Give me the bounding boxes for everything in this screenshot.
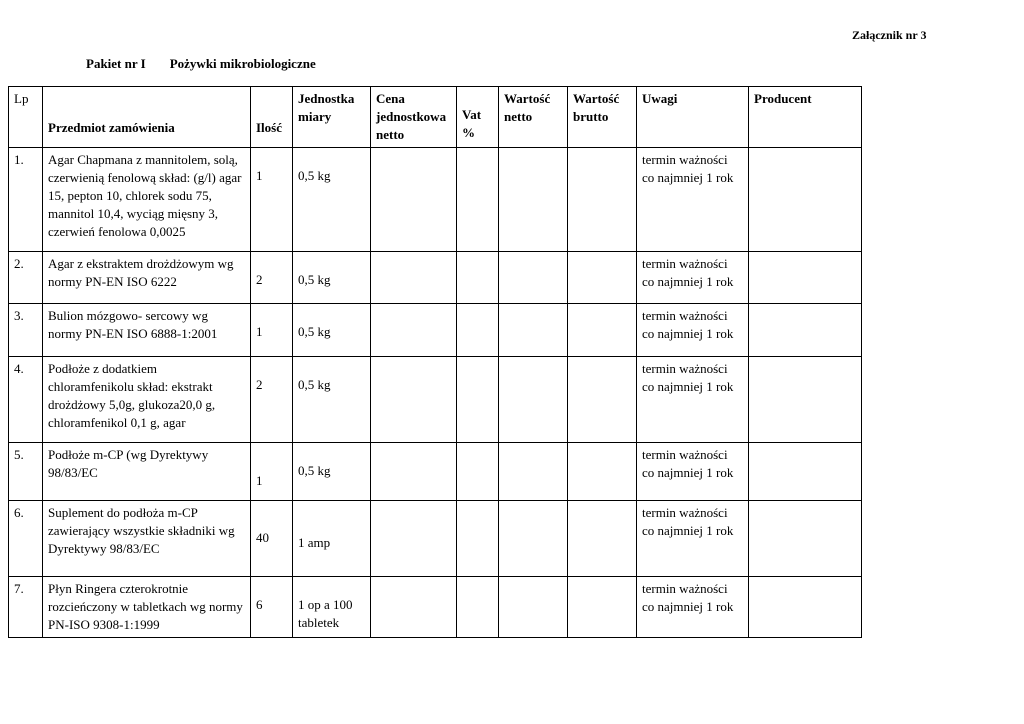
table-row	[9, 304, 862, 357]
row-unit: 0,5 kg	[293, 304, 371, 357]
row-qty: 2	[251, 357, 293, 443]
row-notes: termin ważności co najmniej 1 rok	[637, 357, 749, 443]
row-notes: termin ważności co najmniej 1 rok	[637, 501, 749, 577]
row-net	[499, 252, 568, 304]
row-item: Podłoże z dodatkiem chloramfenikolu skład: ekstrakt drożdżowy 5,0g, glukoza20,0 g, chloramfenikol 0,1 g, agar	[43, 357, 251, 443]
row-qty: 40	[251, 501, 293, 577]
row-producer	[749, 252, 862, 304]
row-qty: 1	[251, 148, 293, 252]
row-net	[499, 357, 568, 443]
row-net	[499, 577, 568, 638]
row-gross	[568, 443, 637, 501]
col-gross: Wartość brutto	[568, 87, 637, 148]
row-unit: 1 op a 100 tabletek	[293, 577, 371, 638]
row-gross	[568, 304, 637, 357]
row-notes: termin ważności co najmniej 1 rok	[637, 443, 749, 501]
col-producer: Producent	[749, 87, 862, 148]
row-net	[499, 443, 568, 501]
col-net: Wartość netto	[499, 87, 568, 148]
row-price	[371, 357, 457, 443]
row-gross	[568, 357, 637, 443]
annex-label: Załącznik nr 3	[852, 28, 927, 42]
row-lp: 3.	[9, 304, 43, 357]
table-row	[9, 252, 862, 304]
order-table	[8, 86, 862, 638]
table-row	[9, 577, 862, 638]
row-price	[371, 443, 457, 501]
row-gross	[568, 577, 637, 638]
col-qty: Ilość	[251, 87, 293, 148]
table-header-row	[9, 87, 862, 148]
row-notes: termin ważności co najmniej 1 rok	[637, 252, 749, 304]
row-producer	[749, 501, 862, 577]
row-vat	[457, 443, 499, 501]
row-notes: termin ważności co najmniej 1 rok	[637, 304, 749, 357]
row-qty: 2	[251, 252, 293, 304]
row-price	[371, 304, 457, 357]
row-item: Płyn Ringera czterokrotnie rozcieńczony w tabletkach wg normy PN-ISO 9308-1:1999	[43, 577, 251, 638]
row-item: Suplement do podłoża m-CP zawierający wszystkie składniki wg Dyrektywy 98/83/EC	[43, 501, 251, 577]
row-producer	[749, 577, 862, 638]
row-net	[499, 148, 568, 252]
row-gross	[568, 148, 637, 252]
row-gross	[568, 501, 637, 577]
row-lp: 6.	[9, 501, 43, 577]
row-gross	[568, 252, 637, 304]
row-unit: 0,5 kg	[293, 148, 371, 252]
row-lp: 5.	[9, 443, 43, 501]
row-net	[499, 501, 568, 577]
row-vat	[457, 501, 499, 577]
col-item: Przedmiot zamówienia	[43, 87, 251, 148]
package-title: Pożywki mikrobiologiczne	[169, 56, 316, 71]
row-unit: 0,5 kg	[293, 443, 371, 501]
row-vat	[457, 148, 499, 252]
row-price	[371, 252, 457, 304]
row-item: Agar Chapmana z mannitolem, solą, czerwienią fenolową skład: (g/l) agar 15, pepton 10, chlorek sodu 75, mannitol 10,4, wyciąg mięsny 3, czerwień fenolowa 0,0025	[43, 148, 251, 252]
row-lp: 1.	[9, 148, 43, 252]
col-vat: Vat %	[457, 87, 499, 148]
table-row	[9, 443, 862, 501]
row-price	[371, 148, 457, 252]
table-row	[9, 501, 862, 577]
row-qty: 1	[251, 443, 293, 501]
row-producer	[749, 443, 862, 501]
table-row	[9, 357, 862, 443]
row-price	[371, 577, 457, 638]
col-price: Cena jednostkowa netto	[371, 87, 457, 148]
row-item: Podłoże m-CP (wg Dyrektywy 98/83/EC	[43, 443, 251, 501]
row-vat	[457, 577, 499, 638]
row-producer	[749, 357, 862, 443]
package-heading	[86, 56, 316, 72]
row-producer	[749, 304, 862, 357]
row-qty: 6	[251, 577, 293, 638]
col-unit: Jednostka miary	[293, 87, 371, 148]
row-item: Agar z ekstraktem drożdżowym wg normy PN-EN ISO 6222	[43, 252, 251, 304]
row-notes: termin ważności co najmniej 1 rok	[637, 148, 749, 252]
package-label: Pakiet nr I	[86, 56, 146, 71]
row-price	[371, 501, 457, 577]
row-vat	[457, 304, 499, 357]
row-net	[499, 304, 568, 357]
row-vat	[457, 252, 499, 304]
row-item: Bulion mózgowo- sercowy wg normy PN-EN ISO 6888-1:2001	[43, 304, 251, 357]
row-unit: 1 amp	[293, 501, 371, 577]
table-row	[9, 148, 862, 252]
row-notes: termin ważności co najmniej 1 rok	[637, 577, 749, 638]
row-qty: 1	[251, 304, 293, 357]
row-unit: 0,5 kg	[293, 357, 371, 443]
row-producer	[749, 148, 862, 252]
row-unit: 0,5 kg	[293, 252, 371, 304]
row-lp: 7.	[9, 577, 43, 638]
col-lp: Lp	[9, 87, 43, 148]
col-notes: Uwagi	[637, 87, 749, 148]
row-vat	[457, 357, 499, 443]
row-lp: 4.	[9, 357, 43, 443]
row-lp: 2.	[9, 252, 43, 304]
